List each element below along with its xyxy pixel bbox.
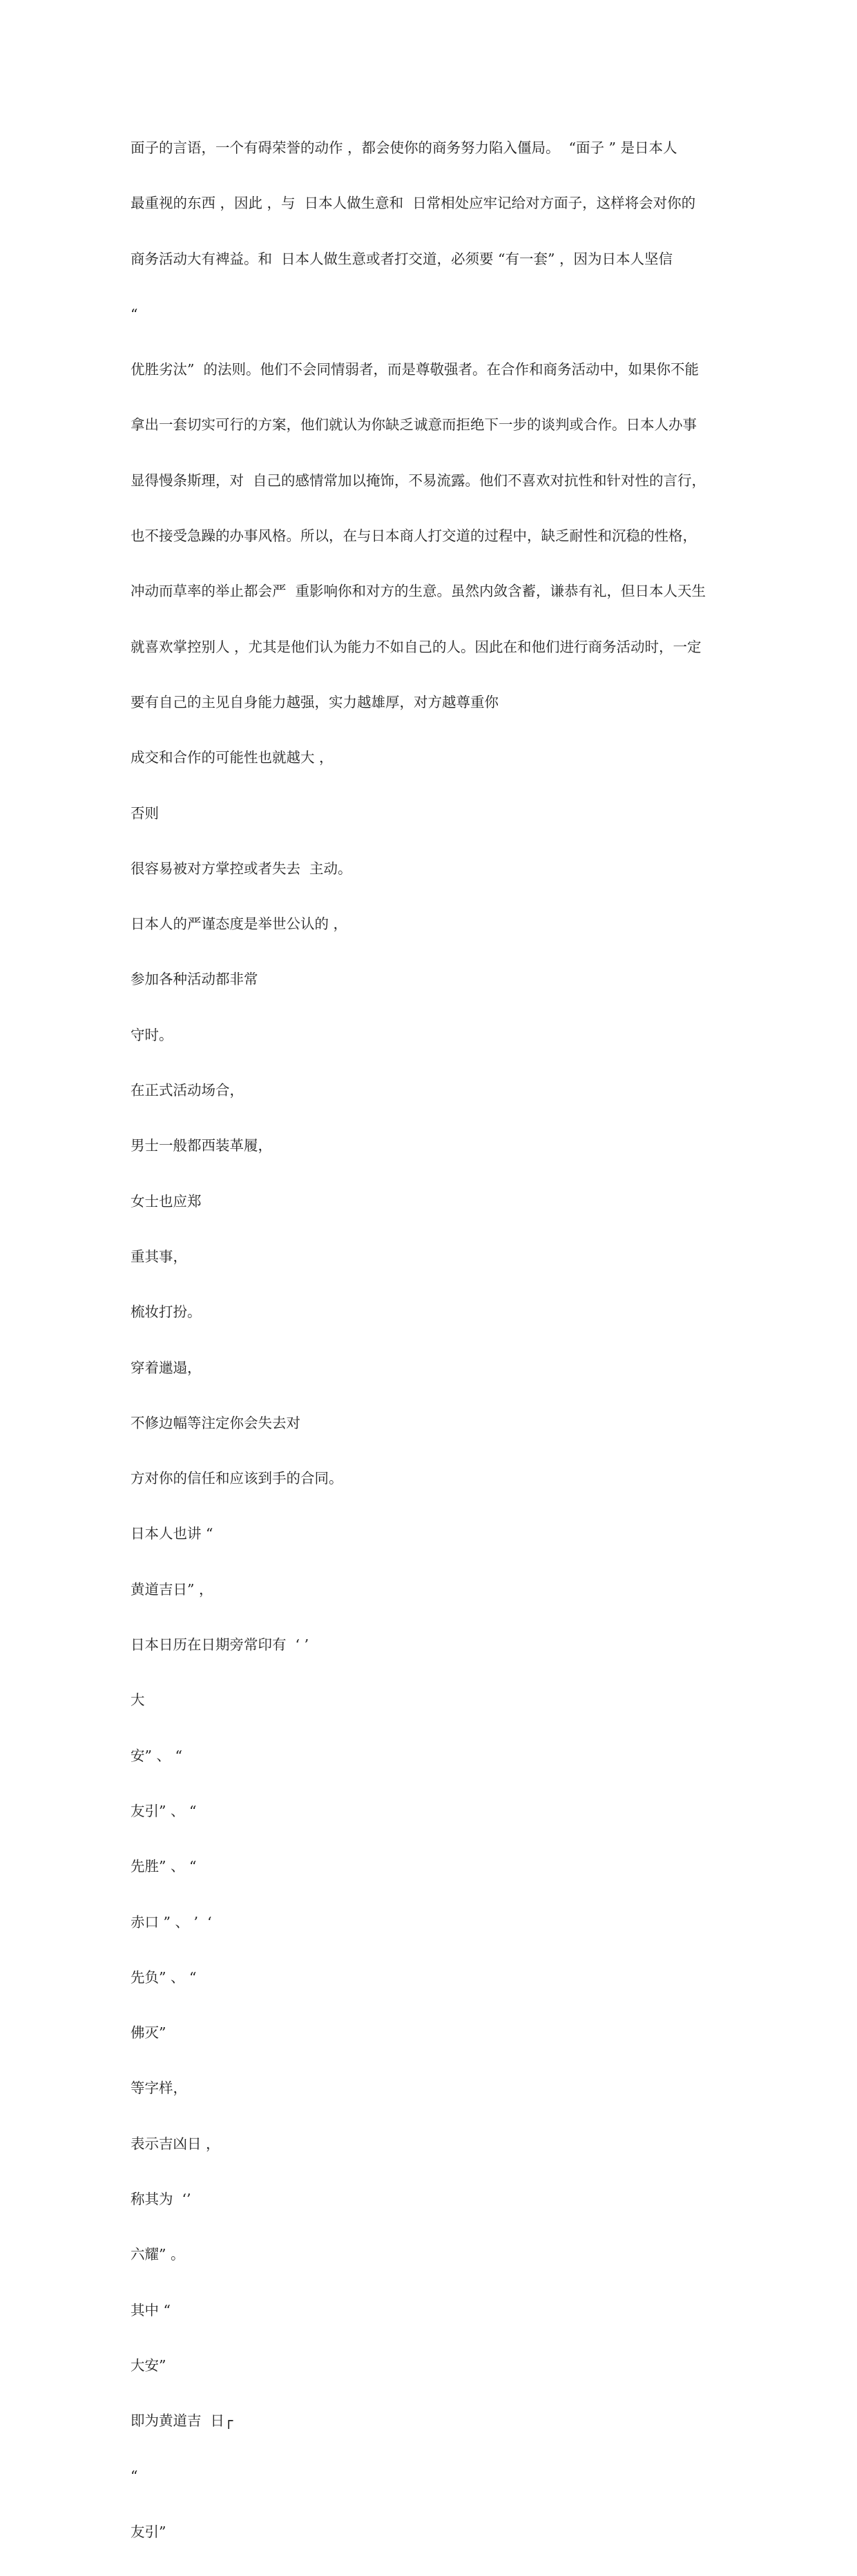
text-line: 拿出一套切实可行的方案，他们就认为你缺乏诚意而拒绝下一步的谈判或合作。日本人办事: [131, 416, 697, 434]
text-line: 男士一般都西装革履，: [131, 1137, 272, 1154]
text-line: 大安”: [131, 2356, 166, 2374]
text-line: 商务活动大有裨益。和 日本人做生意或者打交道，必须要 “有一套” ，因为日本人坚信: [131, 250, 673, 267]
text-line: 安” 、 “: [131, 1747, 182, 1764]
text-line: 大: [131, 1692, 145, 1709]
text-line: 女士也应郑: [131, 1192, 202, 1210]
text-line: 在正式活动场合，: [131, 1082, 244, 1099]
text-line: “: [131, 305, 138, 322]
text-line: 日本人的严谨态度是举世公认的 ，: [131, 916, 348, 933]
text-line: 冲动而草率的举止都会严 重影响你和对方的生意。虽然内敛含蓄，谦恭有礼，但日本人天生: [131, 583, 706, 600]
document-body: [131, 104, 738, 2576]
text-line: 显得慢条斯理，对 自己的感情常加以掩饰，不易流露。他们不喜欢对抗性和针对性的言行，: [131, 472, 706, 489]
text-line: 成交和合作的可能性也就越大 ，: [131, 749, 334, 766]
text-line: 面子的言语，一个有碍荣誉的动作 ，都会使你的商务努力陷入僵局。 “面子 ” 是日本人: [131, 139, 677, 156]
text-line: 优胜劣汰” 的法则。他们不会同情弱者，而是尊敬强者。在合作和商务活动中，如果你不能: [131, 361, 700, 378]
text-line: 穿着邋遢，: [131, 1359, 202, 1376]
text-line: 重其事，: [131, 1248, 187, 1265]
text-line: 守时。: [131, 1026, 173, 1043]
text-line: 参加各种活动都非常: [131, 971, 258, 988]
text-line: 也不接受急躁的办事风格。所以，在与日本商人打交道的过程中，缺乏耐性和沉稳的性格，: [131, 527, 697, 545]
text-line: 先负” 、 “: [131, 1968, 197, 1986]
text-line: “: [131, 2468, 138, 2485]
text-line: 表示吉凶日 ，: [131, 2135, 220, 2152]
text-line: 赤口 ” 、 ’ ‘: [131, 1913, 212, 1930]
text-line: 称其为 ‘’: [131, 2190, 191, 2207]
text-line: 日本日历在日期旁常印有 ‘ ’: [131, 1636, 309, 1654]
text-line: 日本人也讲 “: [131, 1525, 213, 1542]
text-line: 就喜欢掌控别人 ，尤其是他们认为能力不如自己的人。因此在和他们进行商务活动时，一定: [131, 638, 702, 655]
text-line: 佛灭”: [131, 2024, 166, 2042]
text-line: 即为黄道吉 日┌: [131, 2412, 233, 2430]
text-line: 六耀” 。: [131, 2246, 185, 2263]
text-line: 黄道吉日” ，: [131, 1580, 213, 1598]
text-line: 要有自己的主见自身能力越强，实力越雄厚，对方越尊重你: [131, 693, 499, 710]
text-line: 很容易被对方掌控或者失去 主动。: [131, 860, 352, 877]
text-line: 最重视的东西 ，因此 ，与 日本人做生意和 日常相处应牢记给对方面子，这样将会对你的: [131, 195, 696, 212]
text-line: 方对你的信任和应该到手的合同。: [131, 1470, 343, 1487]
text-line: 先胜” 、 “: [131, 1858, 197, 1875]
text-line: 友引”: [131, 2523, 166, 2540]
text-line: 友引” 、 “: [131, 1802, 197, 1819]
text-line: 不修边幅等注定你会失去对: [131, 1414, 300, 1431]
text-line: 等字样，: [131, 2080, 187, 2097]
text-line: 其中 “: [131, 2301, 171, 2318]
text-line: 梳妆打扮。: [131, 1304, 202, 1321]
text-line: 否则: [131, 804, 159, 822]
